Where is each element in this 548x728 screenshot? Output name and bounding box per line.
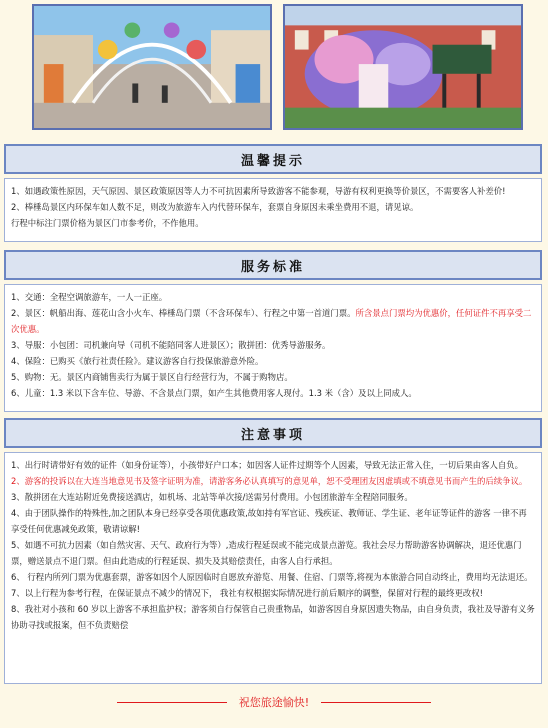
tip-item: 1、如遇政策性原因，天气原因、景区政策原因等人力不可抗因素所导致游客不能参观，导游有权利更换等价景区，不需要客人补差价! [11,186,506,196]
section-title-tips: 温馨提示 [4,144,542,174]
notice-body [4,452,542,684]
notice-item: 3、散拼团在大连站附近免费接送酒店，如机场、北站等单次接/送需另付费用。小包团旅游车全程陪同服务。 [11,492,413,502]
notice-item: 4、由于团队操作的特殊性,加之团队本身已经享受各项优惠政策,故如持有军官证、残疾证、教师证、学生证、老年证等证件的游客 一律不再享受任何优惠减免政策，敬请谅解! [11,508,527,534]
street-scene-photo [32,4,272,130]
service-item: 6、儿童：1.3 米以下含车位、导游、不含景点门票，如产生其他费用客人现付。1.3 米（含）及以上同成人。 [11,388,417,398]
notice-item: 8、我社对小孩和 60 岁以上游客不承担监护权；游客须自行保管自己贵重物品，如游客因自身原因遗失物品，由自身负责，我社及导游有义务协助寻找或报案，但不负责赔偿 [11,604,535,630]
notice-item: 5、如遇不可抗力因素（如自然灾害、天气、政府行为等）,造成行程延误或不能完成景点游览。我社会尽力帮助游客协调解决，退还优惠门票，赠送景点不退门票。但由此造成的行程延误、损失及其赔偿责任，由客人自行承担。 [11,540,522,566]
tips-body [4,178,542,242]
section-title-notice: 注意事项 [4,418,542,448]
flower-building-photo [283,4,523,130]
service-item-warning: 所含景点门票均为优惠价，任何证件不再享受二次优惠。 [11,308,532,334]
footer-greeting: 祝您旅途愉快! [238,696,310,709]
notice-item: 1、出行时请带好有效的证件（如身份证等），小孩带好户口本；如因客人证件过期等个人因素，导致无法正常入住，一切后果由客人自负。 [11,460,524,470]
section-title-service: 服务标准 [4,250,542,280]
photo-strip [0,0,548,140]
service-body [4,284,542,412]
service-item: 4、保险：已购买《旅行社责任险》。建议游客自行投保旅游意外险。 [11,356,264,366]
footer-divider-right [321,702,431,703]
footer-divider-left [117,702,227,703]
service-item: 3、导服：小包团：司机兼向导（司机不能陪同客人进景区）；散拼团：优秀导游服务。 [11,340,331,350]
service-item: 1、交通：全程空调旅游车，一人一正座。 [11,292,168,302]
notice-item: 2、游客的投诉以在大连当地意见书及签字证明为准，请游客务必认真填写的意见单，恕不受理团友因虚填或不填意见书而产生的后续争议。 [11,476,528,486]
tip-item: 2、棒棰岛景区内环保车如人数不足，则改为旅游车入内代替环保车，套票自身原因未乘坐费用不退，请见谅。 [11,202,419,212]
notice-item: 7、以上行程为参考行程，在保证景点不减少的情况下， 我社有权根据实际情况进行前后顺序的调整，保留对行程的最终更改权! [11,588,483,598]
notice-item: 6、 行程内所列门票为优惠套票，游客如因个人原因临时自愿放弃游览、用餐、住宿、门票等,将视为本旅游合同自动终止，费用均无法退还。 [11,572,533,582]
footer [0,690,548,714]
service-item: 5、购物：无。景区内商铺售卖行为属于景区自行经营行为，不属于购物店。 [11,372,293,382]
service-item: 2、景区：帆船出海、莲花山含小火车、棒棰岛门票（不含环保车）、行程之中第一首道门票。所含景点门票均为优惠价，任何证件不再享受二次优惠。 [11,308,532,334]
tip-item: 行程中标注门票价格为景区门市参考价，不作他用。 [11,218,204,228]
